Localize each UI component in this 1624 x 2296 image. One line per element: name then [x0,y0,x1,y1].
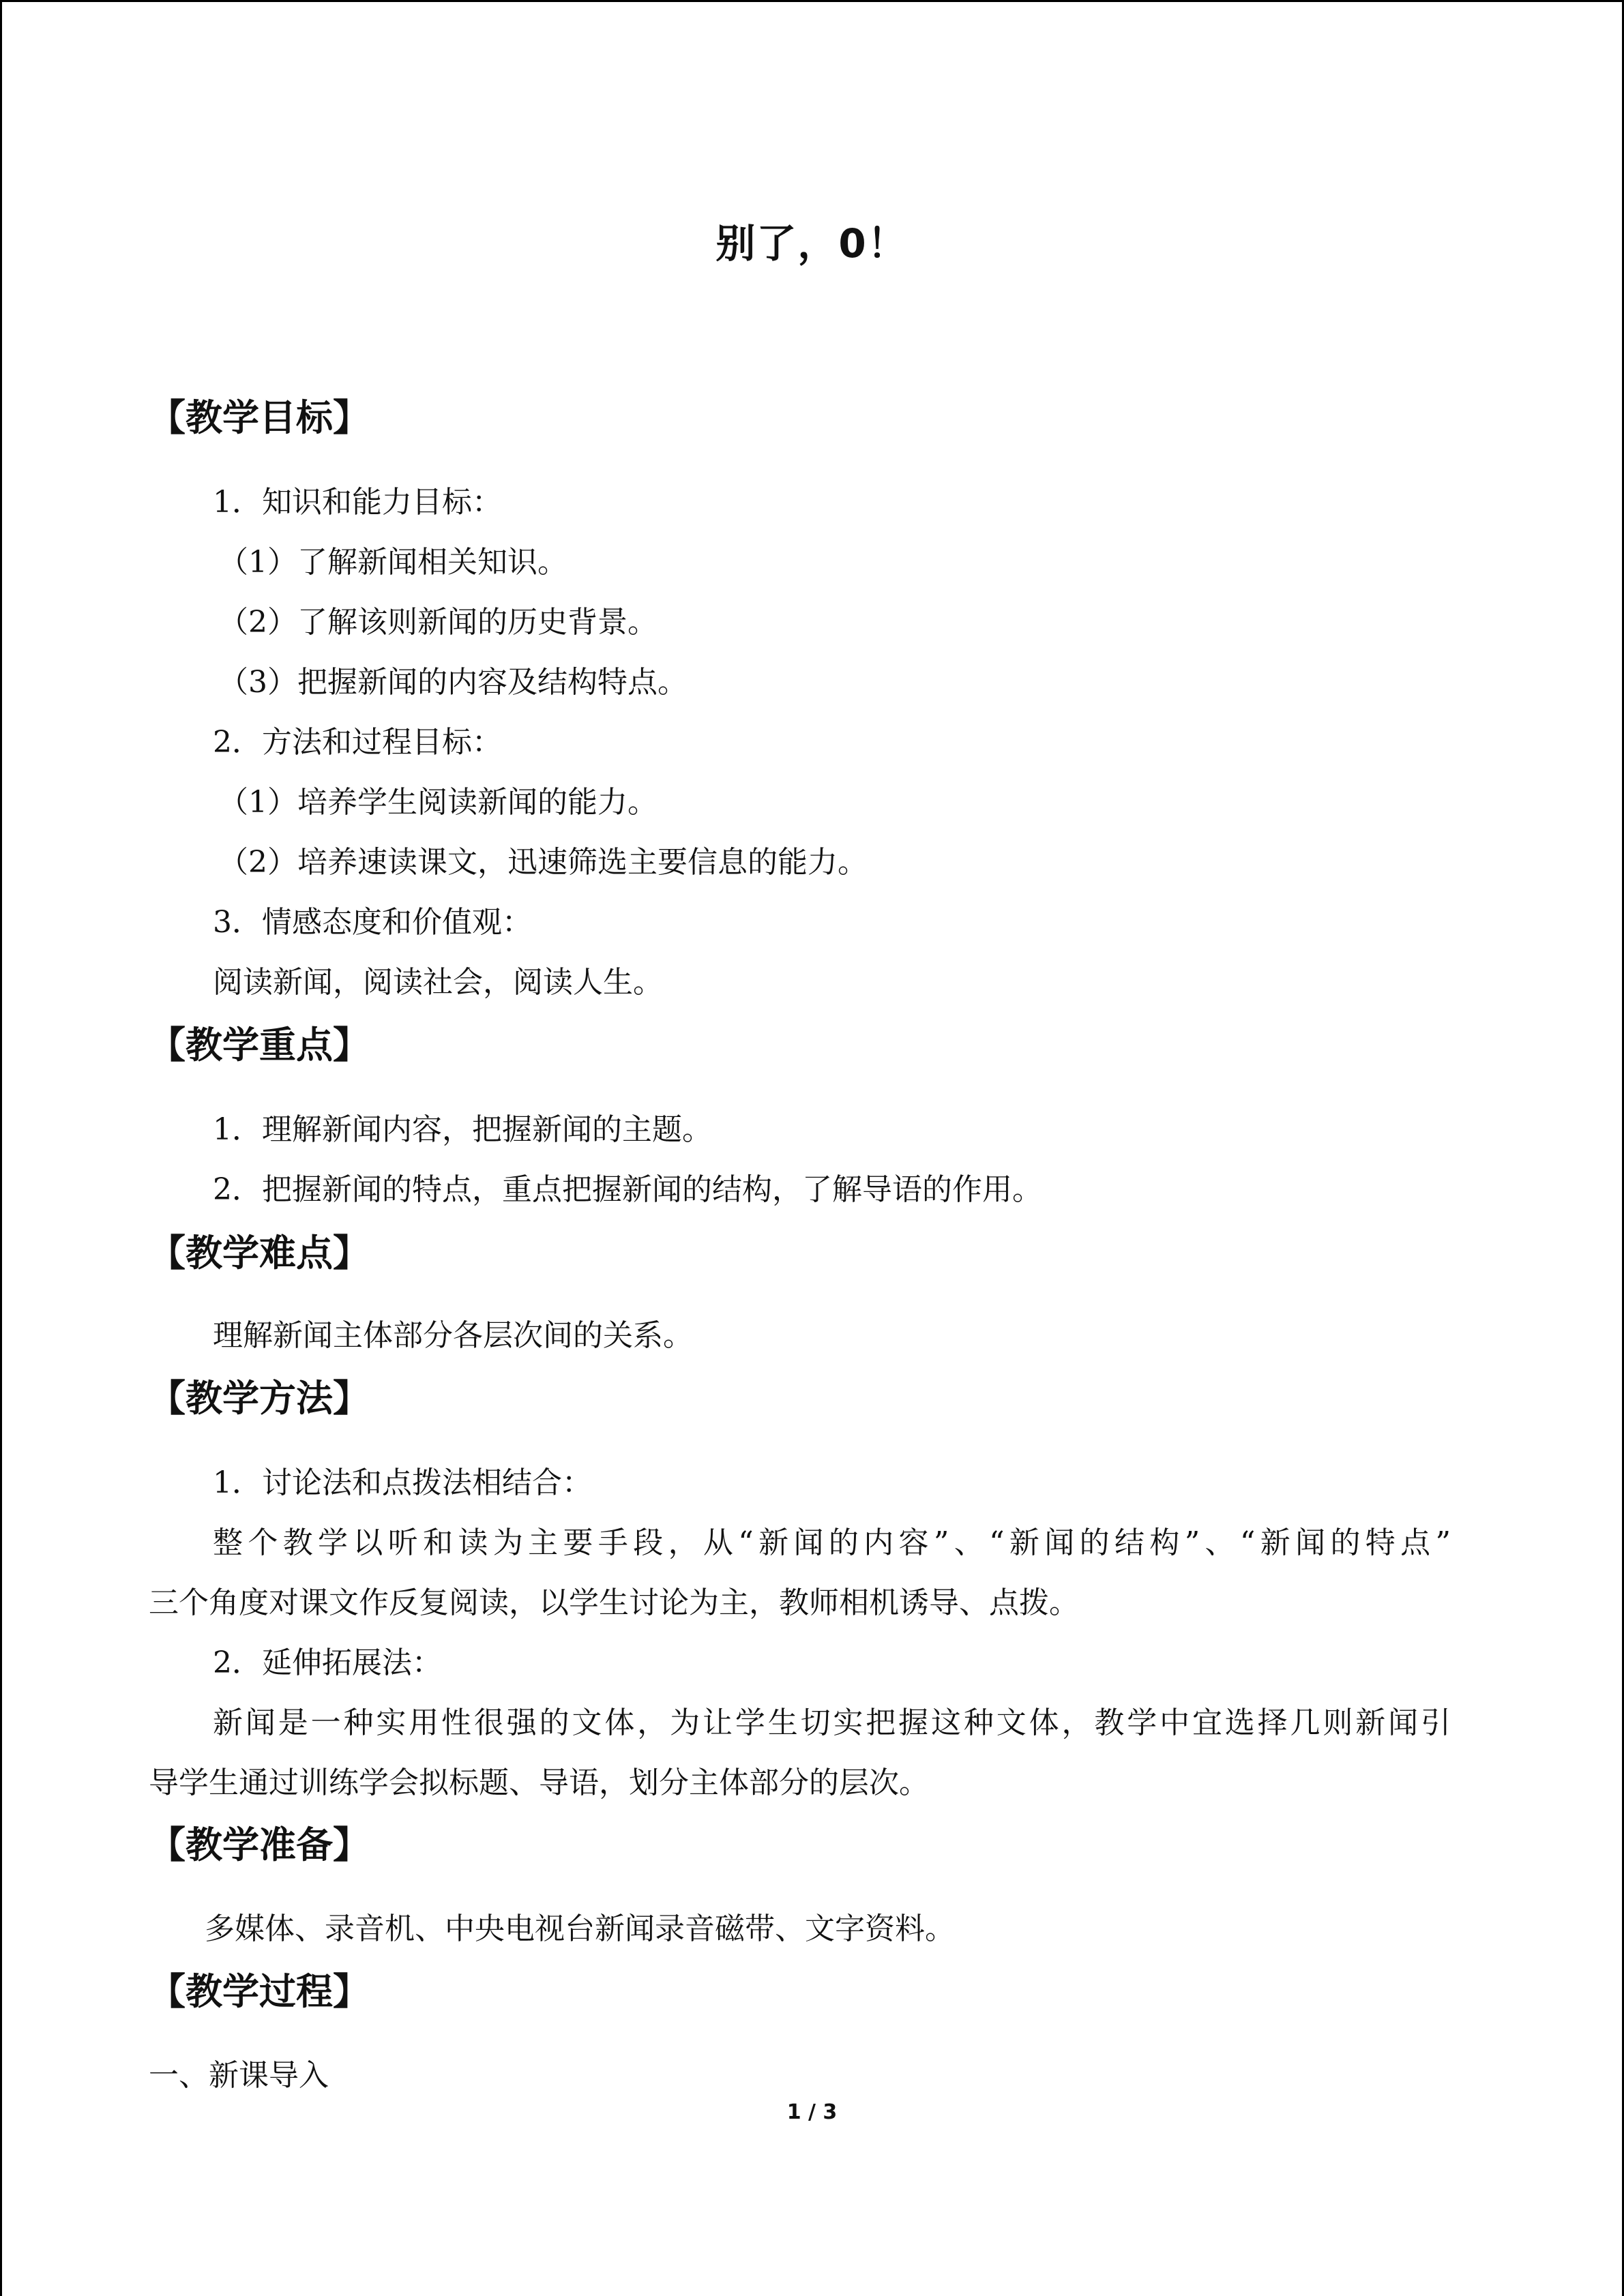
goal-line: （2）了解该则新闻的历史背景。 [218,605,658,640]
heading-preparation: 【教学准备】 [149,1823,370,1866]
heading-key-points: 【教学重点】 [149,1024,370,1067]
goal-line: 3．情感态度和价值观： [213,905,532,940]
goal-line: （2）培养速读课文，迅速筛选主要信息的能力。 [218,845,868,880]
method-paragraph-line: 导学生通过训练学会拟标题、导语，划分主体部分的层次。 [149,1765,929,1800]
preparation-line: 多媒体、录音机、中央电视台新闻录音磁带、文字资料。 [205,1911,955,1946]
method-paragraph-line: 新闻是一种实用性很强的文体，为让学生切实把握这种文体，教学中宜选择几则新闻引 [213,1705,1451,1740]
goal-line: （3）把握新闻的内容及结构特点。 [218,665,688,700]
process-line: 一、新课导入 [149,2058,329,2093]
heading-methods: 【教学方法】 [149,1377,370,1420]
heading-difficulties: 【教学难点】 [149,1232,370,1274]
heading-process: 【教学过程】 [149,1970,370,2013]
goal-line: 1．知识和能力目标： [213,485,502,520]
method-line: 1．讨论法和点拨法相结合： [213,1465,592,1500]
method-line: 2．延伸拓展法： [213,1645,442,1680]
method-paragraph-line: 整个教学以听和读为主要手段，从“新闻的内容”、“新闻的结构”、“新闻的特点” [213,1525,1451,1560]
goal-line: 阅读新闻，阅读社会，阅读人生。 [213,965,663,1000]
heading-teaching-goals: 【教学目标】 [149,396,370,439]
document-title: 别了，0！ [715,220,909,267]
key-point-line: 2．把握新闻的特点，重点把握新闻的结构，了解导语的作用。 [213,1172,1042,1207]
goal-line: （1）了解新闻相关知识。 [218,545,567,580]
page-number: 1 / 3 [786,2100,838,2124]
key-point-line: 1．理解新闻内容，把握新闻的主题。 [213,1112,712,1147]
goal-line: （1）培养学生阅读新闻的能力。 [218,785,658,820]
method-paragraph-line: 三个角度对课文作反复阅读，以学生讨论为主，教师相机诱导、点拨。 [149,1585,1079,1620]
goal-line: 2．方法和过程目标： [213,725,502,760]
difficulty-line: 理解新闻主体部分各层次间的关系。 [213,1318,693,1353]
